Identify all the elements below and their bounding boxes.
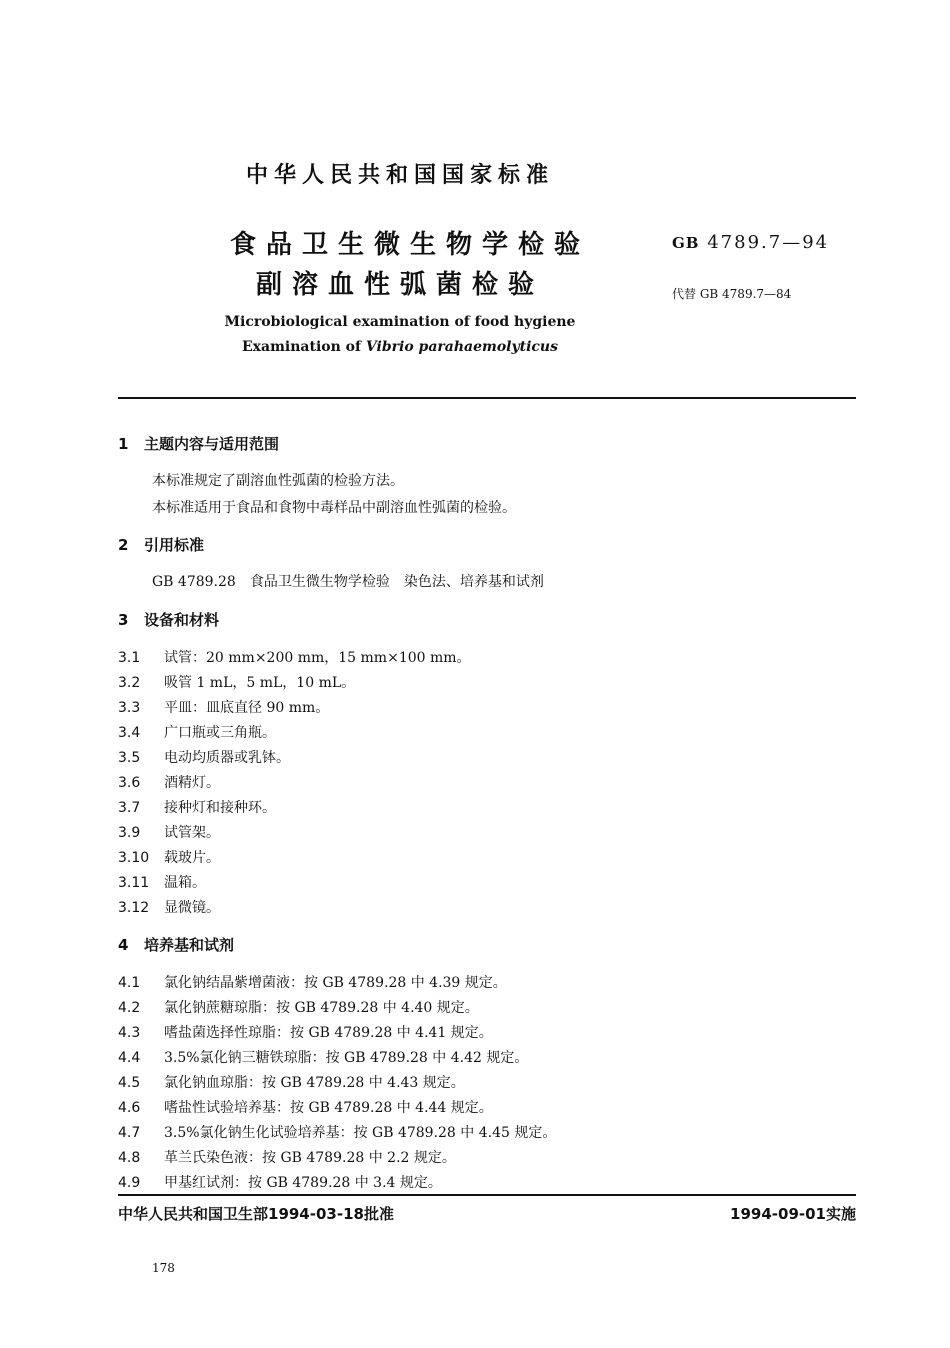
item-text: 显微镜。 (164, 900, 220, 916)
item-number: 3.11 (118, 875, 150, 891)
item-number: 4.6 (118, 1100, 141, 1116)
header-divider (118, 397, 856, 399)
item-number: 4.7 (118, 1125, 141, 1141)
page-number: 178 (152, 1261, 175, 1275)
section-title: 培养基和试剂 (144, 936, 235, 954)
list-item (118, 872, 206, 892)
english-title-species: Vibrio parahaemolyticus (365, 339, 558, 355)
list-item (118, 672, 355, 692)
list-item (118, 1022, 493, 1042)
approval-statement: 中华人民共和国卫生部1994-03-18批准 (118, 1205, 394, 1223)
item-text: 革兰氏染色液：按 GB 4789.28 中 2.2 规定。 (164, 1150, 456, 1166)
item-text: 载玻片。 (164, 850, 220, 866)
item-text: 3.5%氯化钠生化试验培养基：按 GB 4789.28 中 4.45 规定。 (164, 1125, 557, 1141)
item-number: 4.1 (118, 975, 141, 991)
section-1-para-1: 本标准规定了副溶血性弧菌的检验方法。 (152, 473, 404, 489)
list-item (118, 1122, 556, 1142)
item-number: 3.10 (118, 850, 150, 866)
item-number: 3.9 (118, 825, 141, 841)
document-title-line2: 副溶血性弧菌检验 (255, 270, 544, 300)
item-number: 3.3 (118, 700, 141, 716)
item-number: 4.9 (118, 1175, 141, 1191)
item-text: 试管：20 mm×200 mm，15 mm×100 mm。 (164, 650, 471, 666)
section-2-reference: GB 4789.28 食品卫生微生物学检验 染色法、培养基和试剂 (152, 574, 544, 590)
section-number: 3 (118, 611, 129, 629)
item-number: 4.3 (118, 1025, 141, 1041)
item-text: 氯化钠血琼脂：按 GB 4789.28 中 4.43 规定。 (164, 1075, 465, 1091)
list-item (118, 697, 329, 717)
item-number: 3.12 (118, 900, 150, 916)
standard-code-number: 4789.7—94 (707, 232, 830, 253)
item-number: 3.2 (118, 675, 141, 691)
item-text: 吸管 1 mL，5 mL，10 mL。 (164, 675, 356, 691)
english-title-line1: Microbiological examination of food hygiene (224, 314, 576, 330)
list-item (118, 1172, 442, 1192)
section-1-heading (118, 433, 279, 454)
section-3-heading (118, 609, 219, 630)
item-text: 嗜盐菌选择性琼脂：按 GB 4789.28 中 4.41 规定。 (164, 1025, 493, 1041)
replaces-standard: 代替 GB 4789.7—84 (672, 287, 792, 301)
item-text: 氯化钠蔗糖琼脂：按 GB 4789.28 中 4.40 规定。 (164, 1000, 479, 1016)
item-text: 试管架。 (164, 825, 220, 841)
section-number: 4 (118, 936, 129, 954)
item-number: 4.8 (118, 1150, 141, 1166)
list-item (118, 797, 276, 817)
item-text: 平皿：皿底直径 90 mm。 (164, 700, 330, 716)
item-number: 3.4 (118, 725, 141, 741)
list-item (118, 722, 276, 742)
item-text: 3.5%氯化钠三糖铁琼脂：按 GB 4789.28 中 4.42 规定。 (164, 1050, 529, 1066)
section-1-para-2: 本标准适用于食品和食物中毒样品中副溶血性弧菌的检验。 (152, 500, 516, 516)
standard-code-prefix: GB (672, 234, 700, 252)
list-item (118, 1047, 528, 1067)
item-text: 广口瓶或三角瓶。 (164, 725, 276, 741)
list-item (118, 1147, 456, 1167)
item-text: 温箱。 (164, 875, 206, 891)
list-item (118, 747, 290, 767)
list-item (118, 897, 220, 917)
effective-date: 1994-09-01实施 (730, 1205, 856, 1223)
list-item (118, 972, 507, 992)
item-text: 氯化钠结晶紫增菌液：按 GB 4789.28 中 4.39 规定。 (164, 975, 507, 991)
list-item (118, 847, 220, 867)
english-title-prefix: Examination of (242, 339, 366, 355)
item-number: 3.5 (118, 750, 141, 766)
item-number: 3.1 (118, 650, 141, 666)
english-title-line2 (0, 339, 800, 355)
item-number: 3.6 (118, 775, 141, 791)
standard-code (672, 232, 829, 253)
list-item (118, 772, 220, 792)
list-item (118, 822, 220, 842)
item-number: 4.4 (118, 1050, 141, 1066)
section-number: 2 (118, 536, 129, 554)
item-text: 接种灯和接种环。 (164, 800, 276, 816)
section-title: 引用标准 (144, 536, 205, 554)
item-number: 3.7 (118, 800, 141, 816)
item-text: 电动均质器或乳钵。 (164, 750, 290, 766)
item-text: 甲基红试剂：按 GB 4789.28 中 3.4 规定。 (164, 1175, 442, 1191)
list-item (118, 1097, 493, 1117)
list-item (118, 647, 471, 667)
section-title: 设备和材料 (144, 611, 220, 629)
item-text: 嗜盐性试验培养基：按 GB 4789.28 中 4.44 规定。 (164, 1100, 493, 1116)
item-number: 4.5 (118, 1075, 141, 1091)
footer-divider (118, 1194, 856, 1196)
section-2-heading (118, 534, 204, 555)
list-item (118, 997, 479, 1017)
list-item (118, 1072, 465, 1092)
section-4-heading (118, 934, 234, 955)
section-title: 主题内容与适用范围 (144, 435, 280, 453)
document-title-line1: 食品卫生微生物学检验 (230, 230, 591, 260)
item-number: 4.2 (118, 1000, 141, 1016)
item-text: 酒精灯。 (164, 775, 220, 791)
section-number: 1 (118, 435, 129, 453)
national-standard-heading: 中华人民共和国国家标准 (245, 163, 554, 188)
